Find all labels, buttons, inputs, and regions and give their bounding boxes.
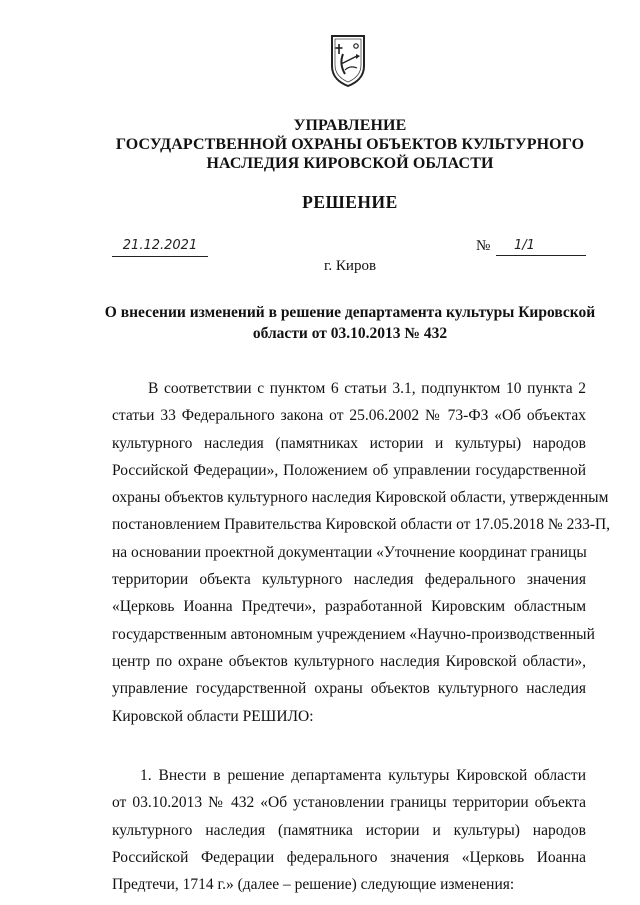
paragraph-line: Российской Федерации», Положением об управлении государственной xyxy=(112,461,586,479)
paragraph-line: Кировской области РЕШИЛО: xyxy=(112,707,314,725)
paragraph-line: постановлением Правительства Кировской области от 17.05.2018 № 233-П, xyxy=(112,516,611,534)
document-city: г. Киров xyxy=(323,258,377,274)
paragraph-line: управление государственной охраны объектов культурного наследия xyxy=(112,680,586,698)
paragraph-line: Российской Федерации федерального значения «Церковь Иоанна xyxy=(112,848,586,866)
paragraph-line: 1. Внести в решение департамента культуры Кировской области xyxy=(140,767,586,784)
org-line: ГОСУДАРСТВЕННОЙ ОХРАНЫ ОБЪЕКТОВ КУЛЬТУРНОГО xyxy=(115,136,585,153)
document-type: РЕШЕНИЕ xyxy=(302,192,398,212)
paragraph-line: территории объекта культурного наследия федерального значения xyxy=(112,571,586,589)
subject-line: области от 03.10.2013 № 432 xyxy=(252,325,448,342)
document-subject xyxy=(100,302,600,344)
org-line: УПРАВЛЕНИЕ xyxy=(293,117,407,134)
coat-of-arms-icon xyxy=(329,34,367,88)
paragraph-line: от 03.10.2013 № 432 «Об установлении границы территории объекта xyxy=(112,794,586,812)
organization-name xyxy=(80,116,620,173)
body-paragraph-1 xyxy=(112,375,611,730)
paragraph-line: В соответствии с пунктом 6 статьи 3.1, подпунктом 10 пункта 2 xyxy=(148,380,586,397)
number-label: № xyxy=(476,238,491,254)
paragraph-line: охраны объектов культурного наследия Кировской области, утвержденным xyxy=(112,489,609,507)
document-number: 1/1 xyxy=(496,236,586,256)
subject-line: О внесении изменений в решение департамента культуры Кировской xyxy=(104,304,596,321)
paragraph-line: на основании проектной документации «Уточнение координат границы xyxy=(112,543,587,561)
paragraph-line: Предтечи, 1714 г.» (далее – решение) следующие изменения: xyxy=(112,876,515,894)
paragraph-line: культурного наследия (памятниках истории и культуры) народов xyxy=(112,434,586,452)
org-line: НАСЛЕДИЯ КИРОВСКОЙ ОБЛАСТИ xyxy=(206,155,494,172)
paragraph-line: государственным автономным учреждением «Научно-производственный xyxy=(112,625,595,643)
paragraph-line: «Церковь Иоанна Предтечи», разработанной Кировским областным xyxy=(112,598,586,616)
paragraph-line: культурного наследия (памятника истории и культуры) народов xyxy=(112,821,586,839)
document-date: 21.12.2021 xyxy=(112,236,208,257)
body-paragraph-2 xyxy=(112,762,586,898)
paragraph-line: статьи 33 Федерального закона от 25.06.2002 № 73-ФЗ «Об объектах xyxy=(112,407,586,425)
paragraph-line: центр по охране объектов культурного наследия Кировской области», xyxy=(112,652,586,670)
